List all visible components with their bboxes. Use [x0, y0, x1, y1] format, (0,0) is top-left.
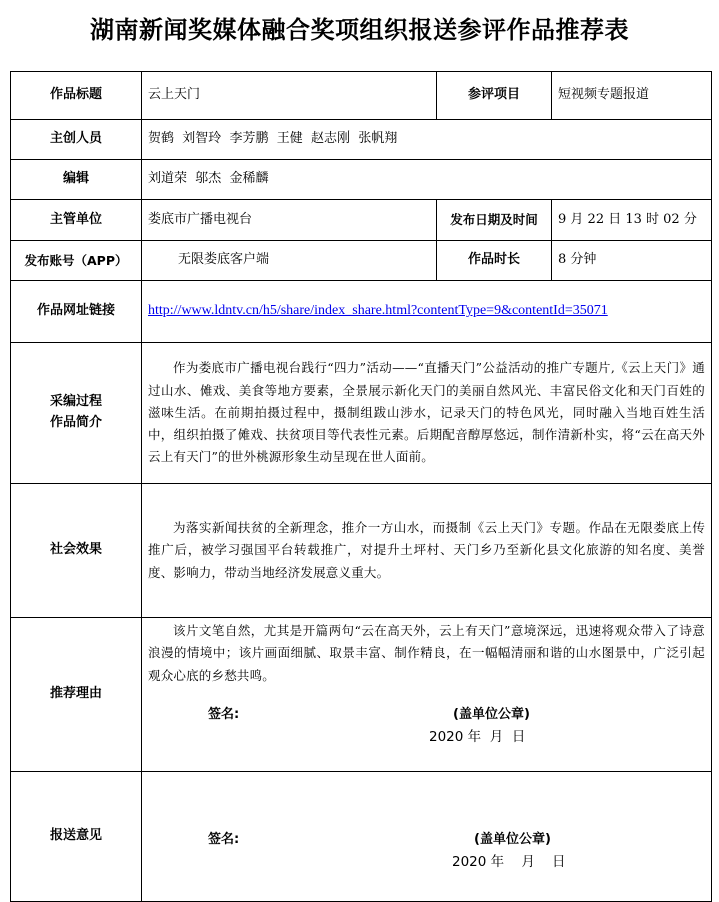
label-duration: 作品时长: [437, 241, 552, 281]
row-account: [11, 241, 712, 281]
row-supervisor: [11, 200, 712, 241]
row-work-title: [11, 72, 712, 120]
submission-date: 2020 年 月 日: [452, 854, 566, 870]
recommendation-date: 2020 年 月 日: [429, 728, 526, 745]
creators-value: 贺鹤 刘智玲 李芳鹏 王健 赵志刚 张帆翔: [142, 120, 712, 160]
label-creators: 主创人员: [11, 120, 142, 160]
recommendation-form-table: [10, 71, 712, 902]
recommendation-sign-label: 签名:: [208, 706, 240, 722]
row-process: [11, 343, 712, 484]
label-process-line1: 采编过程: [49, 394, 102, 410]
process-description: 作为娄底市广播电视台践行“四力”活动——“直播天门”公益活动的推广专题片,《云上天门》通过山水、傩戏、美食等地方要素，全景展示新化天门的美丽自然风光、丰富民俗文化和天门百姓的滋味生活。在前期拍摄过程中，摄制组跋山涉水，记录天门的特色风光，同时融入当地百姓生活中，组织拍摄了傩戏、扶贫项目等代表性元素。后期配音醇厚悠远，制作清新朴实，将“云在高天外 云上有天门”的世外桃源形象生动呈现在世人面前。: [148, 360, 706, 465]
label-url: 作品网址链接: [11, 281, 142, 343]
row-creators: [11, 120, 712, 160]
work-title-value: 云上天门: [142, 72, 437, 120]
label-supervisor: 主管单位: [11, 200, 142, 241]
row-editors: [11, 160, 712, 200]
form-title: 湖南新闻奖媒体融合奖项组织报送参评作品推荐表: [90, 16, 629, 44]
label-account: 发布账号（APP）: [11, 241, 142, 281]
recommendation-seal-label: (盖单位公章): [453, 706, 530, 722]
account-value: 无限娄底客户端: [142, 241, 437, 281]
label-recommendation: 推荐理由: [11, 618, 142, 772]
label-process-line2: 作品简介: [49, 415, 102, 430]
label-work-title: 作品标题: [11, 72, 142, 120]
label-publish-time: 发布日期及时间: [437, 200, 552, 241]
label-editors: 编辑: [11, 160, 142, 200]
social-effect-description: 为落实新闻扶贫的全新理念，推介一方山水，而摄制《云上天门》专题。作品在无限娄底上传推广后，被学习强国平台转载推广，对提升土坪村、天门乡乃至新化县文化旅游的知名度、美誉度、影响力，带动当地经济发展意义重大。: [148, 520, 706, 580]
row-social-effect: [11, 484, 712, 618]
work-url-link[interactable]: http://www.ldntv.cn/h5/share/index_share.html?contentType=9&contentId=35071: [148, 303, 608, 319]
row-recommendation: [11, 618, 712, 772]
submission-seal-label: (盖单位公章): [474, 832, 551, 847]
recommendation-description: 该片文笔自然，尤其是开篇两句“云在高天外，云上有天门”意境深远，迅速将观众带入了诗意浪漫的情境中；该片画面细腻、取景丰富、制作精良，在一幅幅清丽和谐的山水图景中，广泛引起观众心底的乡愁共鸣。: [148, 623, 706, 683]
publish-time-value: 9 月 22 日 13 时 02 分: [552, 200, 712, 241]
editors-value: 刘道荣 邬杰 金稀麟: [142, 160, 712, 200]
label-social-effect: 社会效果: [11, 484, 142, 618]
duration-value: 8 分钟: [552, 241, 712, 281]
label-entry-category: 参评项目: [437, 72, 552, 120]
row-submission: [11, 772, 712, 902]
supervisor-value: 娄底市广播电视台: [142, 200, 437, 241]
entry-category-value: 短视频专题报道: [552, 72, 712, 120]
label-process: [11, 343, 142, 484]
submission-sign-label: 签名:: [208, 832, 240, 847]
label-submission: 报送意见: [11, 772, 142, 902]
row-url: [11, 281, 712, 343]
